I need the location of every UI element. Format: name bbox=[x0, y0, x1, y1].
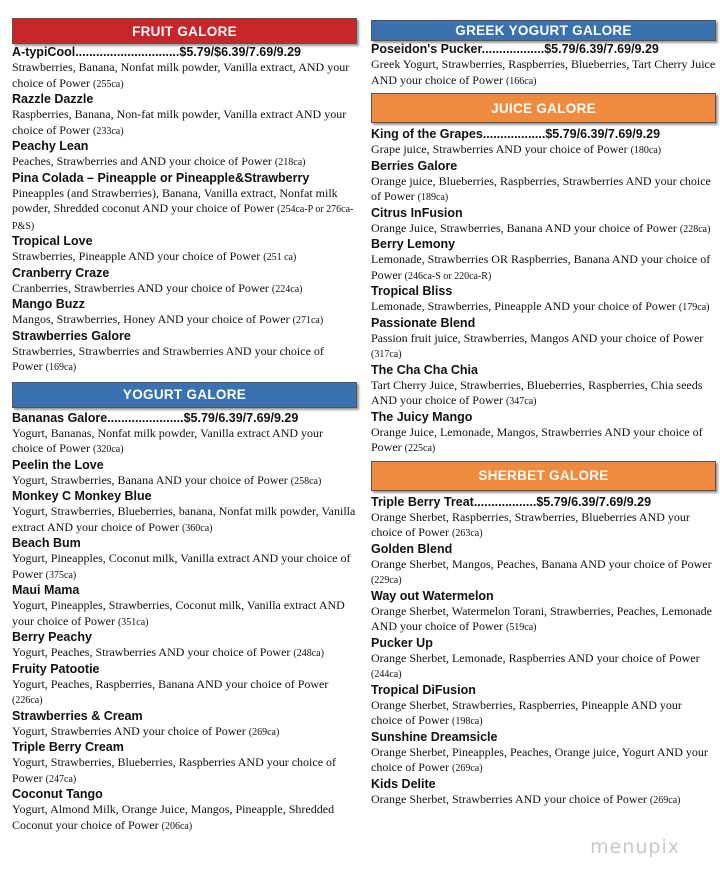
menu-item-title bbox=[371, 683, 716, 698]
menu-item-price: $5.79/6.39/7.69/9.29 bbox=[544, 42, 659, 56]
menu-item-name: Monkey C Monkey Blue bbox=[12, 489, 152, 503]
menu-item bbox=[371, 284, 716, 316]
menu-item bbox=[371, 777, 716, 809]
menu-item bbox=[371, 542, 716, 589]
menu-item-description bbox=[371, 792, 716, 809]
menu-item-description bbox=[12, 154, 357, 171]
menu-item-calories: (271ca) bbox=[292, 315, 324, 326]
menu-item-description bbox=[371, 745, 716, 777]
menu-item-ingredients: Greek Yogurt, Strawberries, Raspberries, Blueberries, Tart Cherry Juice AND your choice of Power bbox=[371, 57, 716, 87]
menu-item-description bbox=[12, 107, 357, 139]
menu-item-title bbox=[371, 206, 716, 221]
menu-item-calories: (263ca) bbox=[451, 528, 483, 539]
menu-item-name: Golden Blend bbox=[371, 541, 453, 556]
menu-item-ingredients: Strawberries, Strawberries and Strawberries AND your choice of Power bbox=[12, 343, 324, 373]
menu-item-ingredients: Yogurt, Strawberries, Blueberries, banana, Nonfat milk powder, Vanilla extract AND your choice of Power bbox=[12, 504, 356, 534]
menu-item-name: Fruity Patootie bbox=[12, 661, 100, 676]
juice-galore-banner: JUICE GALORE bbox=[371, 93, 716, 123]
menu-item-calories: (255ca) bbox=[92, 78, 124, 90]
menu-item-name: The Juicy Mango bbox=[371, 409, 473, 424]
menu-item-calories: (320ca) bbox=[92, 444, 124, 455]
menu-item-ingredients: Yogurt, Strawberries, Blueberries, Raspberries AND your choice of Power bbox=[12, 755, 337, 785]
menu-item-ingredients: Strawberries, Pineapple AND your choice of Power bbox=[12, 249, 261, 263]
menu-item-calories: (166ca) bbox=[505, 75, 537, 87]
menu-item-calories: (169ca) bbox=[45, 362, 77, 373]
menu-item-calories: (233ca) bbox=[92, 125, 124, 137]
menu-item-description bbox=[371, 331, 716, 363]
menu-item-calories: (258ca) bbox=[290, 475, 322, 487]
menu-item-description bbox=[12, 755, 357, 787]
menu-item-ingredients: Yogurt, Pineapples, Strawberries, Coconut milk, Vanilla extract AND your choice of Power bbox=[12, 598, 345, 628]
menu-item-name: Tropical DiFusion bbox=[371, 682, 476, 697]
menu-item bbox=[12, 536, 357, 583]
menu-item-ingredients: Cranberries, Strawberries AND your choice of Power bbox=[12, 280, 269, 295]
yogurt-galore-banner: YOGURT GALORE bbox=[12, 382, 357, 408]
menu-item-calories: (351ca) bbox=[117, 616, 149, 628]
menu-item-description bbox=[371, 510, 716, 542]
menu-item-title bbox=[12, 45, 357, 60]
menu-item-calories: (375ca) bbox=[45, 569, 77, 581]
menu-item bbox=[12, 411, 357, 458]
menu-item-calories: (519ca) bbox=[505, 622, 537, 633]
menu-item-title bbox=[371, 495, 716, 510]
menu-item-name: Bananas Galore bbox=[12, 410, 108, 425]
menu-item-name: Triple Berry Cream bbox=[12, 740, 124, 754]
menu-item-calories: (269ca) bbox=[248, 726, 280, 738]
menu-item-title bbox=[12, 139, 357, 154]
menu-item-title bbox=[371, 410, 716, 425]
right-column bbox=[371, 0, 716, 808]
menu-item-ingredients: Peaches, Strawberries and AND your choice of Power bbox=[12, 154, 272, 168]
menu-item-name: Maui Mama bbox=[12, 583, 80, 597]
menu-item-ingredients: Raspberries, Banana, Non-fat milk powder, Vanilla extract AND your choice of Power bbox=[12, 107, 347, 137]
menu-item-name: The Cha Cha Chia bbox=[371, 362, 478, 377]
menu-item-description bbox=[12, 473, 357, 490]
menu-item-ingredients: Lemonade, Strawberries OR Raspberries, Banana AND your choice of Power bbox=[371, 252, 711, 282]
menu-item-description bbox=[12, 724, 357, 741]
menu-item-name: King of the Grapes bbox=[371, 127, 483, 141]
sherbet-galore-banner: SHERBET GALORE bbox=[371, 461, 716, 491]
menu-item-ingredients: Strawberries, Banana, Nonfat milk powder, Vanilla extract, AND your choice of Power bbox=[12, 60, 350, 90]
menu-item-name: Berries Galore bbox=[371, 158, 458, 173]
menu-item-description bbox=[12, 60, 357, 92]
menu-item bbox=[12, 630, 357, 662]
menu-item-name: Berry Lemony bbox=[371, 237, 456, 251]
menu-item bbox=[371, 159, 716, 206]
menu-item-name: Cranberry Craze bbox=[12, 265, 110, 280]
menu-item-title bbox=[371, 42, 716, 57]
menu-item-description bbox=[12, 186, 357, 235]
menu-item-name: Coconut Tango bbox=[12, 787, 103, 801]
menupix-watermark: menupix bbox=[590, 836, 680, 858]
menu-item bbox=[12, 171, 357, 235]
menu-item-name: Berry Peachy bbox=[12, 630, 92, 644]
menu-item bbox=[371, 636, 716, 683]
menu-item-description bbox=[12, 281, 357, 298]
menu-item-ingredients: Orange Sherbet, Lemonade, Raspberries AND your choice of Power bbox=[371, 650, 700, 665]
menu-item-title bbox=[371, 542, 716, 557]
menu-item-description bbox=[12, 802, 357, 834]
menu-item-description bbox=[12, 645, 357, 662]
menu-item-description bbox=[371, 378, 716, 410]
menu-item bbox=[12, 329, 357, 376]
menu-item-ingredients: Orange Sherbet, Pineapples, Peaches, Orange juice, Yogurt AND your choice of Power bbox=[371, 744, 708, 774]
menu-item-title bbox=[371, 636, 716, 651]
menu-item-name: Peachy Lean bbox=[12, 139, 89, 153]
menu-item-description bbox=[371, 57, 716, 89]
menu-item bbox=[371, 410, 716, 457]
menu-item-name: Peelin the Love bbox=[12, 457, 104, 472]
menu-item-description bbox=[371, 142, 716, 159]
menu-item-name: Way out Watermelon bbox=[371, 588, 494, 603]
menu-item-name: Pucker Up bbox=[371, 635, 433, 650]
menu-item-title bbox=[12, 740, 357, 755]
menu-item bbox=[12, 266, 357, 298]
menu-item-price: $5.79/6.39/7.69/9.29 bbox=[536, 494, 652, 509]
menu-item-description bbox=[12, 344, 357, 376]
menu-item-ingredients: Orange Sherbet, Mangos, Peaches, Banana AND your choice of Power bbox=[371, 556, 712, 571]
menu-item-ingredients: Tart Cherry Juice, Strawberries, Blueberries, Raspberries, Chia seeds AND your choice of Power bbox=[371, 377, 703, 407]
menu-item-calories: (218ca) bbox=[274, 157, 306, 168]
menu-item-title bbox=[371, 730, 716, 745]
menu-item-ingredients: Grape juice, Strawberries AND your choice of Power bbox=[371, 142, 628, 156]
menu-item-title bbox=[12, 458, 357, 473]
menu-item-description bbox=[12, 677, 357, 709]
menu-item-calories: (269ca) bbox=[451, 763, 483, 774]
menu-item-calories: (347ca) bbox=[505, 396, 537, 407]
menu-item-price: $5.79/6.39/7.69/9.29 bbox=[183, 410, 299, 425]
menu-item bbox=[12, 709, 357, 741]
menu-item bbox=[12, 489, 357, 536]
menu-item bbox=[371, 237, 716, 284]
menu-item-calories: (247ca) bbox=[45, 773, 77, 785]
menu-item-calories: (198ca) bbox=[451, 716, 483, 727]
menu-item bbox=[371, 42, 716, 89]
menu-item-name: Sunshine Dreamsicle bbox=[371, 729, 498, 744]
menu-item-description bbox=[371, 557, 716, 589]
menu-item-title bbox=[371, 316, 716, 331]
menu-item-ingredients: Yogurt, Pineapples, Coconut milk, Vanilla extract AND your choice of Power bbox=[12, 551, 351, 581]
menu-item-calories: (251 ca) bbox=[263, 252, 297, 263]
menu-item-title bbox=[12, 92, 357, 107]
menu-item-title bbox=[12, 234, 357, 249]
menu-item-dot-leader: ...................... bbox=[107, 410, 184, 425]
menu-item-name: Citrus InFusion bbox=[371, 205, 463, 220]
menu-item-title bbox=[371, 127, 716, 142]
fruit-galore-banner: FRUIT GALORE bbox=[12, 18, 357, 44]
menu-item-title bbox=[12, 709, 357, 724]
menu-item-description bbox=[12, 551, 357, 583]
menu-item-ingredients: Orange juice, Blueberries, Raspberries, Strawberries AND your choice of Power bbox=[371, 173, 711, 203]
menu-item bbox=[12, 297, 357, 329]
menu-item bbox=[371, 683, 716, 730]
menu-item-title bbox=[12, 297, 357, 312]
menu-item-description bbox=[371, 425, 716, 457]
menu-item-ingredients: Yogurt, Bananas, Nonfat milk powder, Vanilla extract AND your choice of Power bbox=[12, 425, 324, 455]
menu-item-name: Triple Berry Treat bbox=[371, 494, 474, 509]
menu-item-ingredients: Pineapples (and Strawberries), Banana, Vanilla extract, Nonfat milk powder, Shredded coconut AND your choice of Power bbox=[12, 185, 338, 215]
menu-item-name: Pina Colada – Pineapple or Pineapple&Strawberry bbox=[12, 170, 310, 185]
menu-item-ingredients: Yogurt, Peaches, Raspberries, Banana AND your choice of Power bbox=[12, 676, 329, 691]
menu-item-description bbox=[12, 426, 357, 458]
menu-item bbox=[12, 458, 357, 490]
menu-item-dot-leader: .................. bbox=[473, 494, 537, 509]
menu-item-description bbox=[371, 299, 716, 316]
menu-item-ingredients: Orange Sherbet, Strawberries, Raspberries, Pineapple AND your choice of Power bbox=[371, 697, 682, 727]
menu-item bbox=[371, 206, 716, 238]
menu-item-calories: (224ca) bbox=[271, 283, 303, 295]
menu-item-title bbox=[12, 536, 357, 551]
menu-item-name: Beach Bum bbox=[12, 536, 81, 550]
menu-item-ingredients: Orange Sherbet, Watermelon Torani, Strawberries, Peaches, Lemonade AND your choice of Power bbox=[371, 603, 712, 633]
menu-item-title bbox=[371, 237, 716, 252]
menu-item bbox=[371, 495, 716, 542]
left-column bbox=[12, 0, 357, 834]
menu-item-title bbox=[12, 583, 357, 598]
menu-item-calories: (226ca) bbox=[12, 695, 43, 706]
menu-item-name: Passionate Blend bbox=[371, 315, 476, 330]
menu-item-description bbox=[12, 598, 357, 630]
menu-item-dot-leader: .............................. bbox=[75, 45, 180, 59]
greek-yogurt-galore-banner: GREEK YOGURT GALORE bbox=[371, 20, 716, 41]
menu-item bbox=[12, 740, 357, 787]
menu-item-price: $5.79/6.39/7.69/9.29 bbox=[545, 127, 661, 141]
menu-item-calories: (206ca) bbox=[161, 820, 193, 832]
menu-item-calories: (248ca) bbox=[293, 648, 324, 659]
menu-item-title bbox=[12, 787, 357, 802]
menu-item-ingredients: Orange Juice, Lemonade, Mangos, Strawberries AND your choice of Power bbox=[371, 424, 703, 454]
sherbet-galore-section bbox=[371, 461, 716, 809]
menu-item-price: $5.79/$6.39/7.69/9.29 bbox=[179, 45, 302, 59]
menu-item-ingredients: Passion fruit juice, Strawberries, Mangos AND your choice of Power bbox=[371, 330, 704, 345]
menu-item-title bbox=[371, 159, 716, 174]
menu-item-calories: (179ca) bbox=[678, 302, 710, 313]
menu-item-name: Kids Delite bbox=[371, 776, 436, 791]
menu-item-ingredients: Yogurt, Strawberries AND your choice of Power bbox=[12, 723, 246, 738]
yogurt-galore-section bbox=[12, 382, 357, 835]
menu-item-dot-leader: .................. bbox=[481, 42, 545, 56]
menu-item-calories: (180ca) bbox=[630, 145, 662, 156]
menu-item bbox=[12, 583, 357, 630]
fruit-galore-section bbox=[12, 18, 357, 376]
menu-item-calories: (317ca) bbox=[371, 349, 402, 360]
menu-item-calories: (254ca-P or 276ca-P&S) bbox=[12, 204, 354, 232]
menu-item-title bbox=[371, 589, 716, 604]
menu-item-title bbox=[12, 411, 357, 426]
menu-item-name: Razzle Dazzle bbox=[12, 92, 94, 106]
menu-item bbox=[371, 127, 716, 159]
menu-item-ingredients: Mangos, Strawberries, Honey AND your choice of Power bbox=[12, 312, 290, 326]
menu-item-ingredients: Yogurt, Strawberries, Banana AND your choice of Power bbox=[12, 472, 288, 487]
menu-item-ingredients: Yogurt, Almond Milk, Orange Juice, Mangos, Pineapple, Shredded Coconut your choice of Power bbox=[12, 802, 335, 832]
menu-item-description bbox=[12, 504, 357, 536]
menu-item-name: Strawberries & Cream bbox=[12, 708, 143, 723]
menu-item-ingredients: Orange Sherbet, Strawberries AND your choice of Power bbox=[371, 791, 647, 806]
menu-item-dot-leader: .................. bbox=[482, 127, 546, 141]
greek-yogurt-galore-section bbox=[371, 20, 716, 89]
menu-item-description bbox=[371, 221, 716, 238]
menu-item-name: Poseidon's Pucker bbox=[371, 42, 482, 56]
juice-galore-section bbox=[371, 93, 716, 457]
menu-item-title bbox=[12, 266, 357, 281]
menu-item-calories: (228ca) bbox=[679, 223, 711, 235]
menu-item-title bbox=[371, 363, 716, 378]
menu-item bbox=[12, 787, 357, 834]
menu-item-description bbox=[371, 651, 716, 683]
menu-item-calories: (189ca) bbox=[417, 192, 449, 203]
menu-item bbox=[12, 234, 357, 266]
menu-item bbox=[371, 316, 716, 363]
menu-item-ingredients: Lemonade, Strawberries, Pineapple AND your choice of Power bbox=[371, 299, 676, 313]
menu-item-name: Mango Buzz bbox=[12, 297, 85, 311]
menu-item-name: Strawberries Galore bbox=[12, 328, 131, 343]
menu-item-title bbox=[12, 329, 357, 344]
menu-item bbox=[371, 363, 716, 410]
menu-item-calories: (225ca) bbox=[404, 443, 436, 454]
menu-item-description bbox=[371, 174, 716, 206]
menu-item-calories: (229ca) bbox=[371, 575, 402, 586]
menu-item bbox=[371, 730, 716, 777]
menu-item-calories: (360ca) bbox=[181, 522, 213, 534]
menu-item-calories: (246ca-S or 220ca-R) bbox=[404, 270, 492, 282]
menu-item-description bbox=[371, 698, 716, 730]
menu-item-description bbox=[12, 312, 357, 329]
menu-item-description bbox=[12, 249, 357, 266]
menu-item-calories: (244ca) bbox=[371, 669, 402, 680]
menu-item-description bbox=[371, 252, 716, 284]
menu-item-title bbox=[371, 777, 716, 792]
menu-item bbox=[12, 92, 357, 139]
menu-item bbox=[12, 45, 357, 92]
menu-item-calories: (269ca) bbox=[649, 794, 681, 806]
menu-item-name: Tropical Love bbox=[12, 234, 93, 248]
menu-item-title bbox=[12, 171, 357, 186]
menu-item-name: Tropical Bliss bbox=[371, 284, 453, 298]
menu-item-title bbox=[12, 489, 357, 504]
menu-item-title bbox=[12, 630, 357, 645]
menu-item-title bbox=[12, 662, 357, 677]
menu-item bbox=[371, 589, 716, 636]
menu-item bbox=[12, 139, 357, 171]
menu-item-description bbox=[371, 604, 716, 636]
menu-item-ingredients: Yogurt, Peaches, Strawberries AND your choice of Power bbox=[12, 645, 291, 659]
menu-item-ingredients: Orange Juice, Strawberries, Banana AND your choice of Power bbox=[371, 220, 677, 235]
menu-item-ingredients: Orange Sherbet, Raspberries, Strawberries, Blueberries AND your choice of Power bbox=[371, 509, 690, 539]
menu-item-title bbox=[371, 284, 716, 299]
menu-item-name: A-typiCool bbox=[12, 45, 76, 59]
menu-item bbox=[12, 662, 357, 709]
